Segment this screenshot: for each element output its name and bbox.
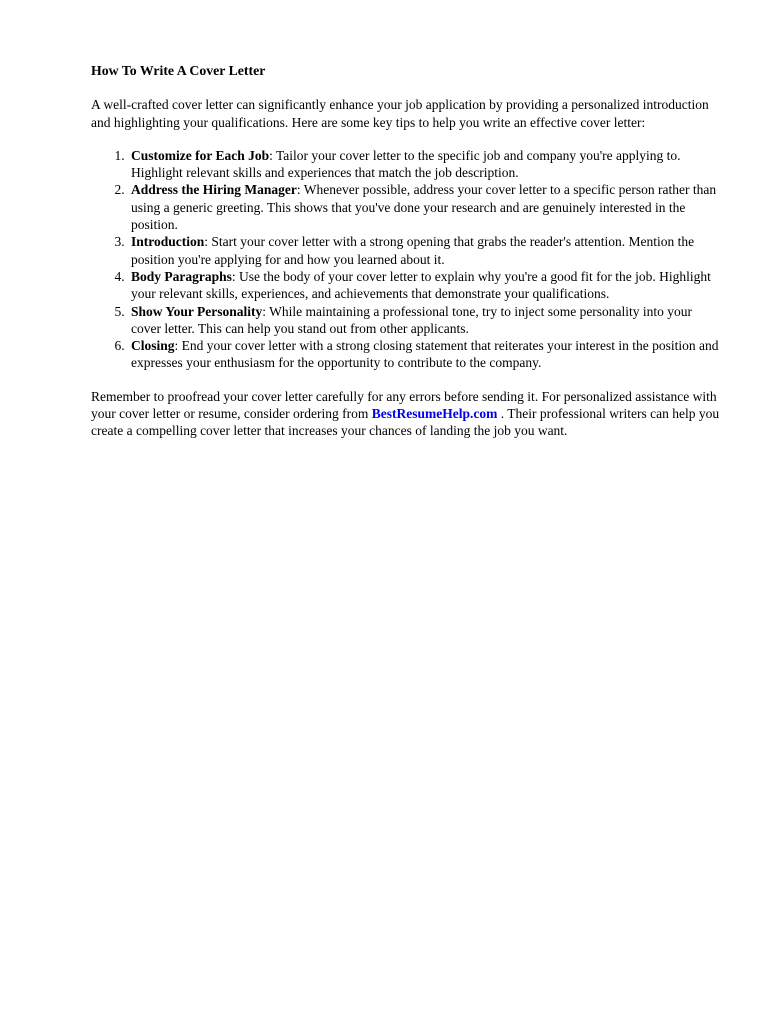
document-title: How To Write A Cover Letter <box>91 63 266 78</box>
list-item <box>128 337 723 372</box>
tip-text: : Start your cover letter with a strong opening that grabs the reader's attention. Mention the position you're applying for and how you learned about it. <box>131 234 695 267</box>
list-item <box>128 233 723 268</box>
tip-text: : While maintaining a professional tone, try to inject some personality into your cover letter. This can help you stand out from other applicants. <box>131 303 693 336</box>
tip-text: : Tailor your cover letter to the specific job and company you're applying to. Highlight relevant skills and experiences that match the job description. <box>131 147 681 181</box>
list-item <box>128 147 723 182</box>
closing-text-before: Remember to proofread your cover letter carefully for any errors before sending it. For personalized assistance with your cover letter or resume, consider ordering from <box>91 388 717 422</box>
tip-term: Show Your Personality <box>131 303 263 319</box>
tip-text: : End your cover letter with a strong closing statement that reiterates your interest in the position and expresses your enthusiasm for the opportunity to contribute to the company. <box>131 338 719 371</box>
closing-text-after: . Their professional writers can help you create a compelling cover letter that increases your chances of landing the job you want. <box>91 406 720 439</box>
intro-paragraph: A well-crafted cover letter can significantly enhance your job application by providing a personalized introduction and highlighting your qualifications. Here are some key tips to help you write an effective cover letter: <box>91 97 709 130</box>
closing-paragraph <box>91 388 723 440</box>
tip-term: Address the Hiring Manager <box>131 182 297 198</box>
tip-term: Closing <box>131 338 175 354</box>
tips-list <box>91 147 723 372</box>
tip-term: Body Paragraphs <box>131 268 232 284</box>
bestresumehelp-link[interactable]: BestResumeHelp.com <box>371 406 498 422</box>
list-item <box>128 268 723 303</box>
tip-term: Customize for Each Job <box>131 147 270 163</box>
tip-text: : Whenever possible, address your cover letter to a specific person rather than using a generic greeting. This shows that you've done your research and are genuinely interested in the position. <box>131 182 717 233</box>
list-item <box>128 181 723 233</box>
tip-text: : Use the body of your cover letter to explain why you're a good fit for the job. Highlight your relevant skills, experiences, and achievements that demonstrate your qualifications. <box>131 268 711 302</box>
tip-term: Introduction <box>131 234 205 250</box>
document-content <box>91 62 723 456</box>
list-item <box>128 303 723 338</box>
